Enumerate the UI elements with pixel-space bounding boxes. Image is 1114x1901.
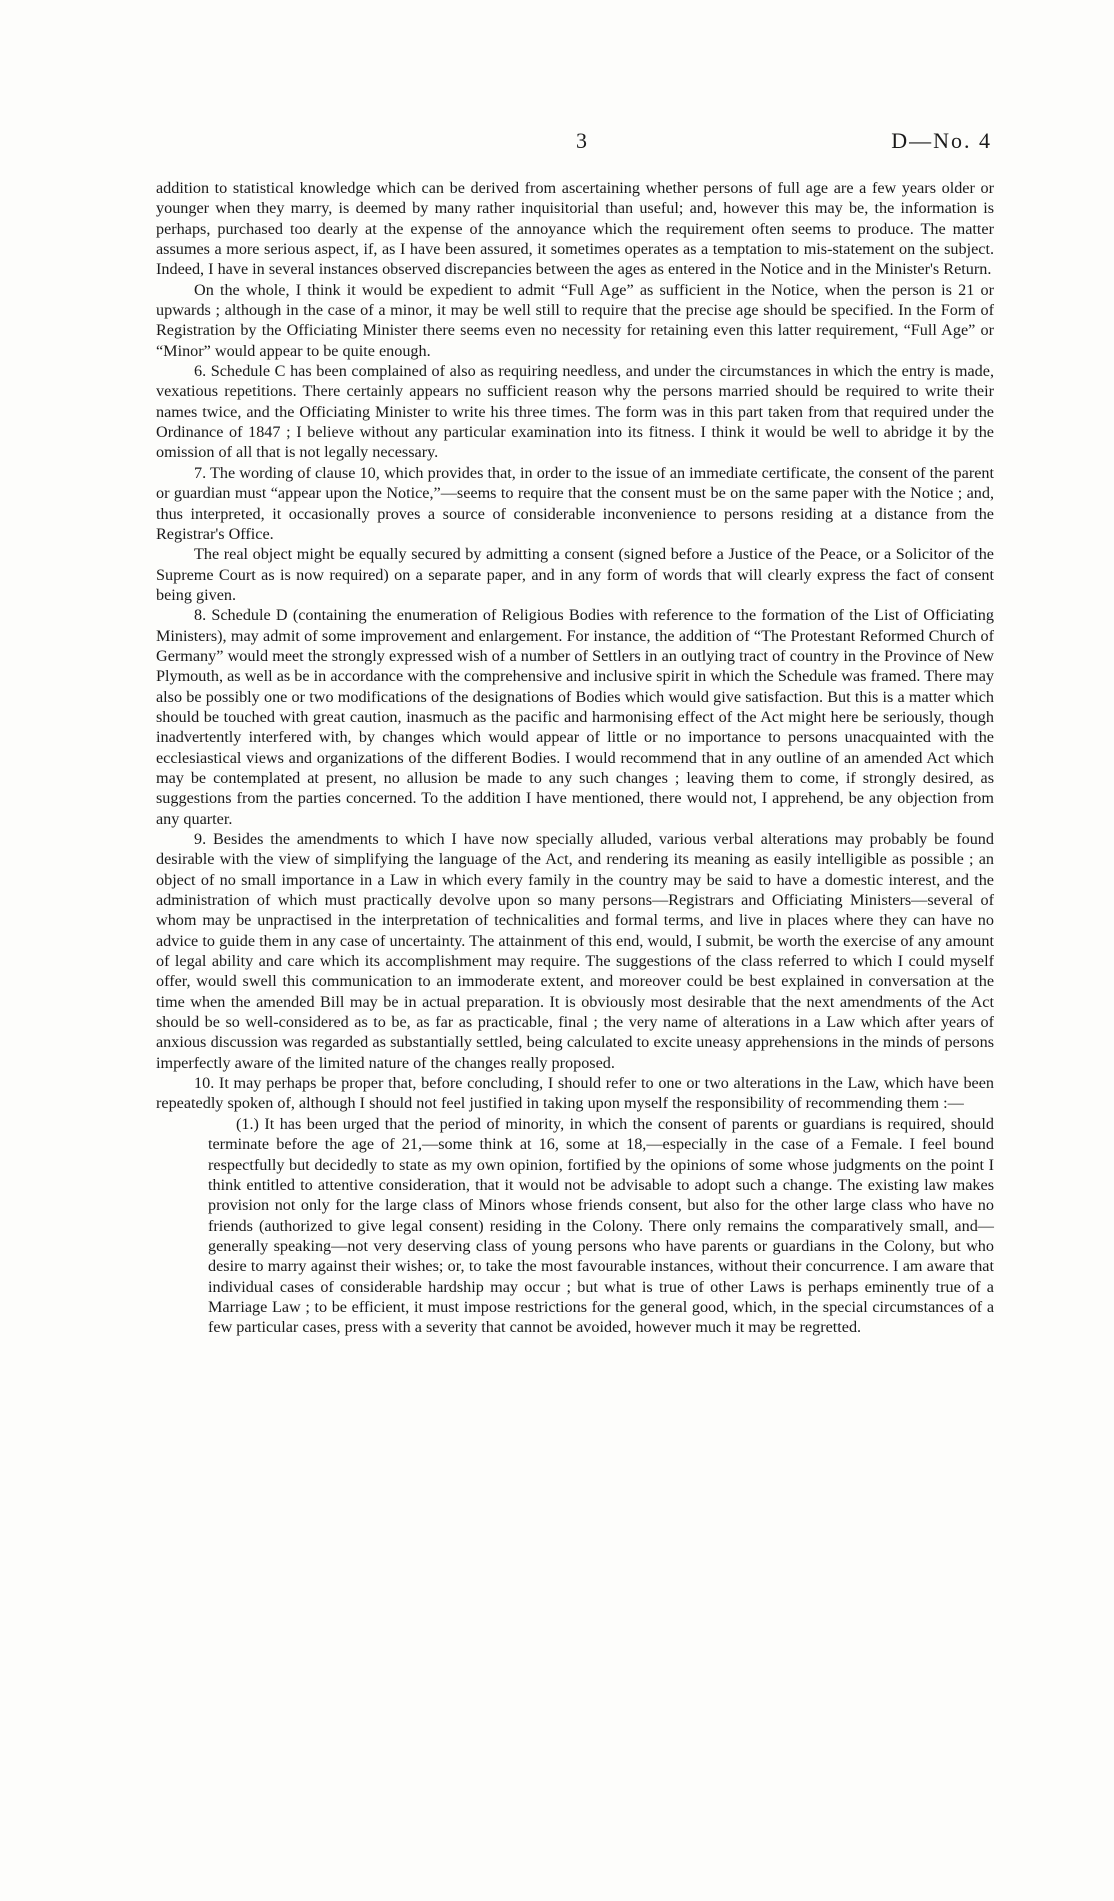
- paragraph-10-alterations: 10. It may perhaps be proper that, before concluding, I should refer to one or two alterations in the Law, which have been repeatedly spoken of, although I should not feel justified in taking upon myself the responsibility of recommending them :—: [156, 1074, 994, 1113]
- paragraph-full-age: On the whole, I think it would be expedient to admit “Full Age” as sufficient in the Notice, when the person is 21 or upwards ; although in the case of a minor, it may be well still to require that the precise age should be specified. In the Form of Registration by the Officiating Minister there seems even no necessity for retaining even this latter requirement, “Full Age” or “Minor” would appear to be quite enough.: [156, 280, 994, 360]
- body-text: [156, 178, 994, 1338]
- page-number: 3: [576, 128, 588, 153]
- page-header: [156, 128, 992, 158]
- paragraph-7-real-object: The real object might be equally secured by admitting a consent (signed before a Justice of the Peace, or a Solicitor of the Supreme Court as is now required) on a separate paper, and in any form of words that will clearly express the fact of consent being given.: [156, 545, 994, 604]
- paragraph-6-schedule-c: 6. Schedule C has been complained of also as requiring needless, and under the circumstances in which the entry is made, vexatious repetitions. There certainly appears no sufficient reason why the persons married should be required to write their names twice, and the Officiating Minister to write his three times. The form was in this part taken from that required under the Ordinance of 1847 ; I believe without any particular examination into its fitness. I think it would be well to abridge it by the omission of all that is not legally necessary.: [156, 362, 994, 462]
- paragraph-7-clause-10: 7. The wording of clause 10, which provides that, in order to the issue of an immediate certificate, the consent of the parent or guardian must “appear upon the Notice,”—seems to require that the consent must be on the same paper with the Notice ; and, thus interpreted, it occasionally proves a source of considerable inconvenience to persons residing at a distance from the Registrar's Office.: [156, 463, 994, 543]
- paragraph-9-amendments: 9. Besides the amendments to which I have now specially alluded, various verbal alterations may probably be found desirable with the view of simplifying the language of the Act, and rendering its meaning as easily intelligible as possible ; an object of no small importance in a Law in which every family in the country may be said to have a domestic interest, and the administration of which must practically devolve upon so many persons—Registrars and Officiating Ministers—several of whom may be unpractised in the interpretation of technicalities and formal terms, and live in places where they can have no advice to guide them in any case of uncertainty. The attainment of this end, would, I submit, be worth the exercise of any amount of legal ability and care which its accomplishment may require. The suggestions of the class referred to which I could myself offer, would swell this communication to an immoderate extent, and moreover could be best explained in conversation at the time when the amended Bill may be in actual preparation. It is obviously most desirable that the next amendments of the Act should be so well-considered as to be, as far as practicable, final ; the very name of alterations in a Law which after years of anxious discussion was regarded as substantially settled, being calculated to excite uneasy apprehensions in the minds of persons imperfectly aware of the limited nature of the changes really proposed.: [156, 830, 994, 1072]
- paragraph-8-schedule-d: 8. Schedule D (containing the enumeration of Religious Bodies with reference to the formation of the List of Officiating Ministers), may admit of some improvement and enlargement. For instance, the addition of “The Protestant Reformed Church of Germany” would meet the strongly expressed wish of a number of Settlers in an outlying tract of country in the Province of New Plymouth, as well as be in accordance with the comprehensive and inclusive spirit in which the Schedule was framed. There may also be possibly one or two modifications of the designations of Bodies which would give satisfaction. But this is a matter which should be touched with great caution, inasmuch as the pacific and harmonising effect of the Act might here be seriously, though inadvertently interfered with, by changes which would appear of little or no importance to persons unacquainted with the ecclesiastical views and organizations of the different Bodies. I would recommend that in any outline of an amended Act which may be contemplated at present, no allusion be made to any such changes ; leaving them to come, if strongly desired, as suggestions from the parties concerned. To the addition I have mentioned, there would not, I apprehend, be any objection from any quarter.: [156, 606, 994, 828]
- document-reference: D—No. 4: [891, 128, 992, 153]
- paragraph-10-1-minority: (1.) It has been urged that the period of minority, in which the consent of parents or guardians is required, should terminate before the age of 21,—some think at 16, some at 18,—especially in the case of a Female. I feel bound respectfully but decidedly to state as my own opinion, fortified by the opinions of some whose judgments on the point I think entitled to attentive consideration, that it would not be advisable to adopt such a change. The existing law makes provision not only for the large class of Minors whose friends consent, but also for the other large class who have no friends (authorized to give legal consent) residing in the Colony. There only remains the comparatively small, and—generally speaking—not very deserving class of young persons who have parents or guardians in the Colony, but who desire to marry against their wishes; or, to take the most favourable instances, without their concurrence. I am aware that individual cases of considerable hardship may occur ; but what is true of other Laws is perhaps eminently true of a Marriage Law ; to be efficient, it must impose restrictions for the general good, which, in the special circumstances of a few particular cases, press with a severity that cannot be avoided, however much it may be regretted.: [208, 1114, 994, 1337]
- paragraph-continuation: addition to statistical knowledge which can be derived from ascertaining whether persons of full age are a few years older or younger when they marry, is deemed by many rather inquisitorial than useful; and, however this may be, the information is perhaps, purchased too dearly at the expense of the annoyance which the requirement often seems to produce. The matter assumes a more serious aspect, if, as I have been assured, it sometimes operates as a temptation to mis-statement on the subject. Indeed, I have in several instances observed discrepancies between the ages as entered in the Notice and in the Minister's Return.: [156, 179, 994, 279]
